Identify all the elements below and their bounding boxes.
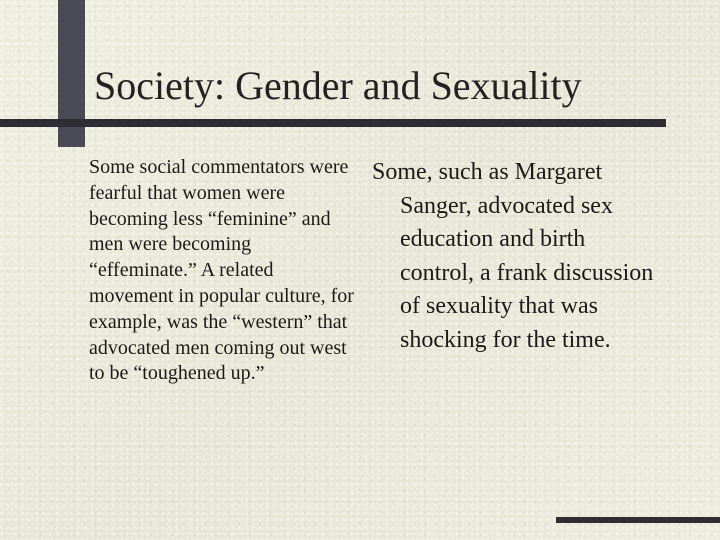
slide-title: Society: Gender and Sexuality xyxy=(94,63,582,108)
left-paragraph: Some social commentators were fearful that women were becoming less “feminine” and men were becoming “effeminate.” A related movement in popular culture, for example, was the “western” that advocated men coming out west to be “toughened up.” xyxy=(89,156,354,385)
left-text-column xyxy=(89,155,357,387)
bottom-accent-bar xyxy=(556,517,720,523)
right-text-column xyxy=(372,156,662,358)
title-underline-bar xyxy=(0,119,666,127)
right-paragraph: Some, such as Margaret Sanger, advocated sex education and birth control, a frank discussion of sexuality that was shocking for the time. xyxy=(372,159,654,353)
